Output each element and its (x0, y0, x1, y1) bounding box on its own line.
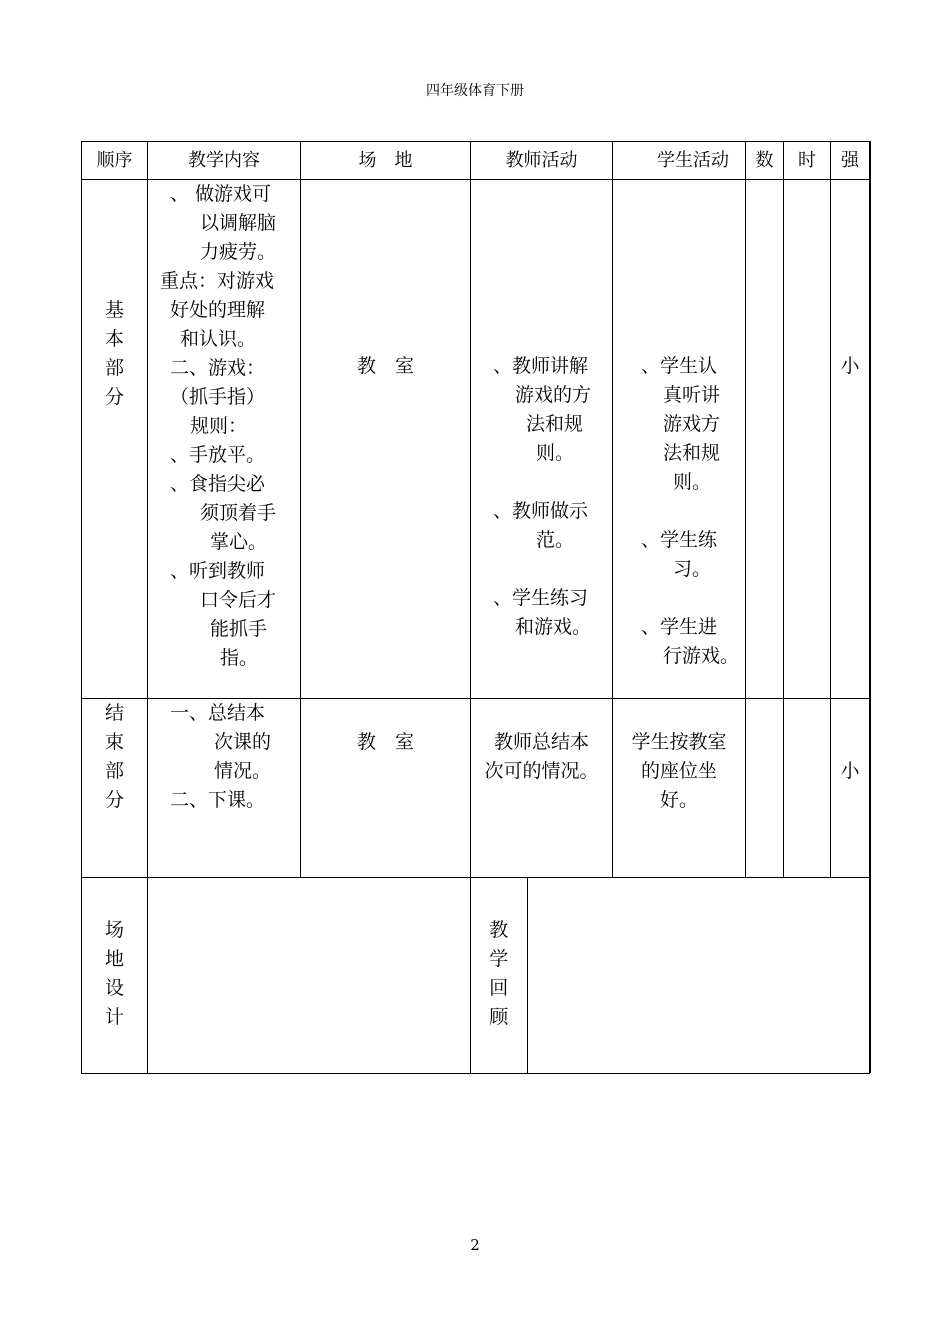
teacher-activity-ending: 教师总结本 次可的情况。 (471, 699, 613, 878)
page-header: 四年级体育下册 (426, 83, 524, 99)
content-ending: 一、总结本 次课的 情况。 二、下课。 (148, 699, 301, 878)
venue-ending: 教 室 (301, 699, 471, 878)
review-label: 教 学 回 顾 (489, 919, 509, 1028)
section-label-ending: 结 束 部 分 (82, 699, 148, 878)
col-header-intensity: 强 (831, 142, 870, 180)
student-activity-basic: 、学生认 真听讲 游戏方 法和规 则。 、学生练 习。 、学生进 行游戏。 (613, 180, 746, 699)
time-ending (784, 699, 831, 878)
intensity-basic: 小 (831, 180, 870, 699)
intensity-ending: 小 (831, 699, 870, 878)
section-label-basic: 基 本 部 分 (82, 180, 148, 699)
col-header-venue: 场 地 (301, 142, 471, 180)
table-row-footer (82, 878, 870, 1074)
header-row (82, 142, 870, 180)
design-label: 场 地 设 计 (82, 878, 148, 1074)
table-row-basic (82, 180, 870, 699)
review-container (471, 878, 870, 1074)
review-subtable (471, 878, 869, 1073)
col-header-order: 顺序 (82, 142, 148, 180)
col-header-count: 数 (746, 142, 784, 180)
count-basic (746, 180, 784, 699)
col-header-student: 学生活动 (613, 142, 746, 180)
count-ending (746, 699, 784, 878)
col-header-teacher: 教师活动 (471, 142, 613, 180)
venue-basic: 教 室 (301, 180, 471, 699)
col-header-time: 时 (784, 142, 831, 180)
review-area (527, 878, 869, 1073)
page-number: 2 (470, 1236, 480, 1254)
lesson-plan-table (81, 141, 870, 1074)
teacher-activity-basic: 、教师讲解 游戏的方 法和规 则。 、教师做示 范。 、学生练习 和游戏。 (471, 180, 613, 699)
content-basic: 、 做游戏可 以调解脑 力疲劳。 重点：对游戏 好处的理解 和认识。 二、游戏： （抓手指） 规则： 、手放平。 、食指尖必 须顶着手 掌心。 、听到教师 口令后才 能抓手 指。 (148, 180, 301, 699)
design-area (148, 878, 471, 1074)
time-basic (784, 180, 831, 699)
col-header-content: 教学内容 (148, 142, 301, 180)
table-row-ending (82, 699, 870, 878)
table-outer-border (870, 141, 872, 1073)
student-activity-ending: 学生按教室 的座位坐 好。 (613, 699, 746, 878)
